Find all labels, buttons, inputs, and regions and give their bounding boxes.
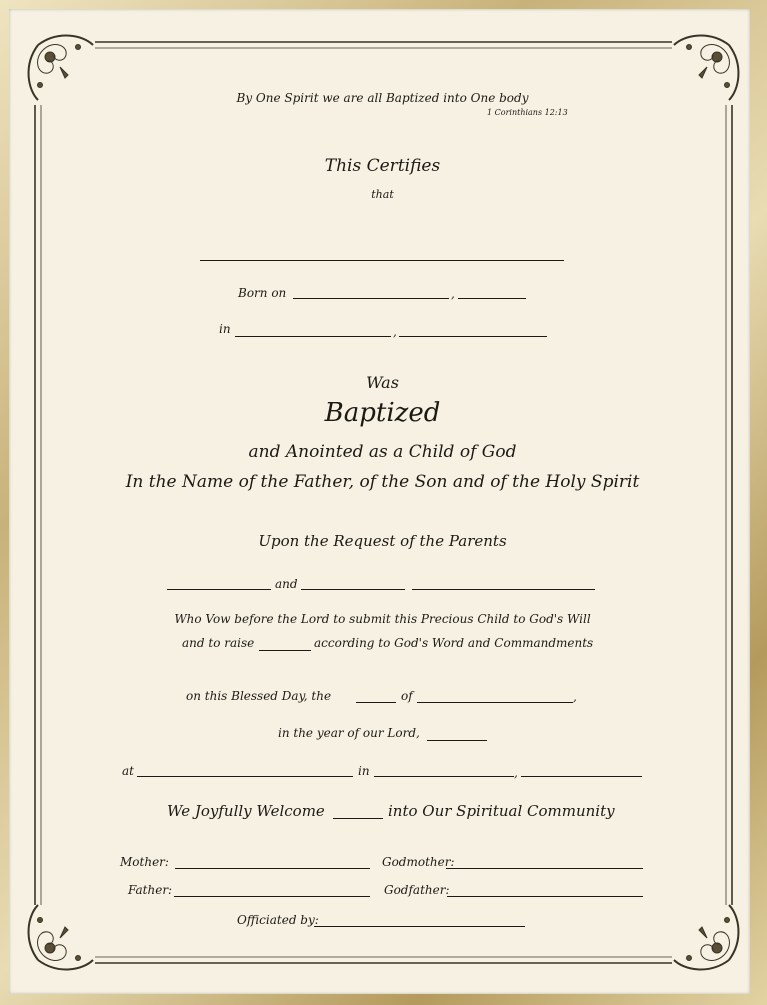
birth-year-line[interactable]	[458, 298, 526, 299]
baptized-heading: Baptized	[324, 398, 441, 428]
was-text: Was	[366, 373, 399, 392]
year-line[interactable]	[427, 740, 487, 741]
godfather-label: Godfather:	[384, 883, 450, 897]
child-name-line[interactable]	[200, 260, 564, 261]
godfather-line[interactable]	[447, 896, 643, 897]
blessed-day-label: on this Blessed Day, the	[186, 689, 332, 703]
church-city-line[interactable]	[374, 776, 514, 777]
certifies-heading: This Certifies	[324, 156, 441, 176]
parent1-line[interactable]	[167, 589, 271, 590]
month-line[interactable]	[417, 702, 573, 703]
and-label: and	[275, 577, 298, 591]
welcome-name-line[interactable]	[333, 818, 383, 819]
comma-text: ,	[393, 325, 397, 339]
welcome-text-a: We Joyfully Welcome	[167, 802, 325, 820]
family-name-line[interactable]	[412, 589, 595, 590]
in-label: in	[358, 764, 370, 778]
church-state-line[interactable]	[521, 776, 642, 777]
of-label: of	[401, 689, 413, 703]
that-text: that	[371, 188, 394, 201]
day-line[interactable]	[356, 702, 396, 703]
welcome-text-b: into Our Spiritual Community	[388, 802, 615, 820]
officiant-line[interactable]	[314, 926, 525, 927]
trinity-text: In the Name of the Father, of the Son and of the Holy Spirit	[125, 472, 640, 492]
vow-line-2a: and to raise	[182, 636, 255, 650]
vow-line-2b: according to God's Word and Commandments	[314, 636, 594, 650]
comma-text: ,	[451, 287, 455, 301]
godmother-line[interactable]	[446, 868, 643, 869]
vow-line-1: Who Vow before the Lord to submit this Precious Child to God's Will	[174, 612, 591, 626]
comma-text: ,	[514, 766, 518, 780]
pronoun-line[interactable]	[259, 650, 311, 651]
in-label: in	[219, 322, 231, 336]
comma-text: ,	[573, 690, 577, 704]
at-label: at	[122, 764, 134, 778]
request-heading: Upon the Request of the Parents	[258, 532, 507, 550]
birth-city-line[interactable]	[235, 336, 391, 337]
mother-label: Mother:	[120, 855, 169, 869]
year-label: in the year of our Lord,	[278, 726, 420, 740]
officiated-label: Officiated by:	[237, 913, 319, 927]
verse-text: By One Spirit we are all Baptized into One body	[236, 91, 529, 105]
born-on-label: Born on	[238, 286, 287, 300]
anointed-text: and Anointed as a Child of God	[248, 442, 517, 462]
father-line[interactable]	[174, 896, 370, 897]
godmother-label: Godmother:	[382, 855, 455, 869]
verse-reference: 1 Corinthians 12:13	[487, 108, 568, 117]
mother-line[interactable]	[175, 868, 370, 869]
father-label: Father:	[128, 883, 173, 897]
birth-date-line[interactable]	[293, 298, 449, 299]
church-line[interactable]	[137, 776, 353, 777]
parent2-line[interactable]	[301, 589, 405, 590]
birth-state-line[interactable]	[399, 336, 547, 337]
